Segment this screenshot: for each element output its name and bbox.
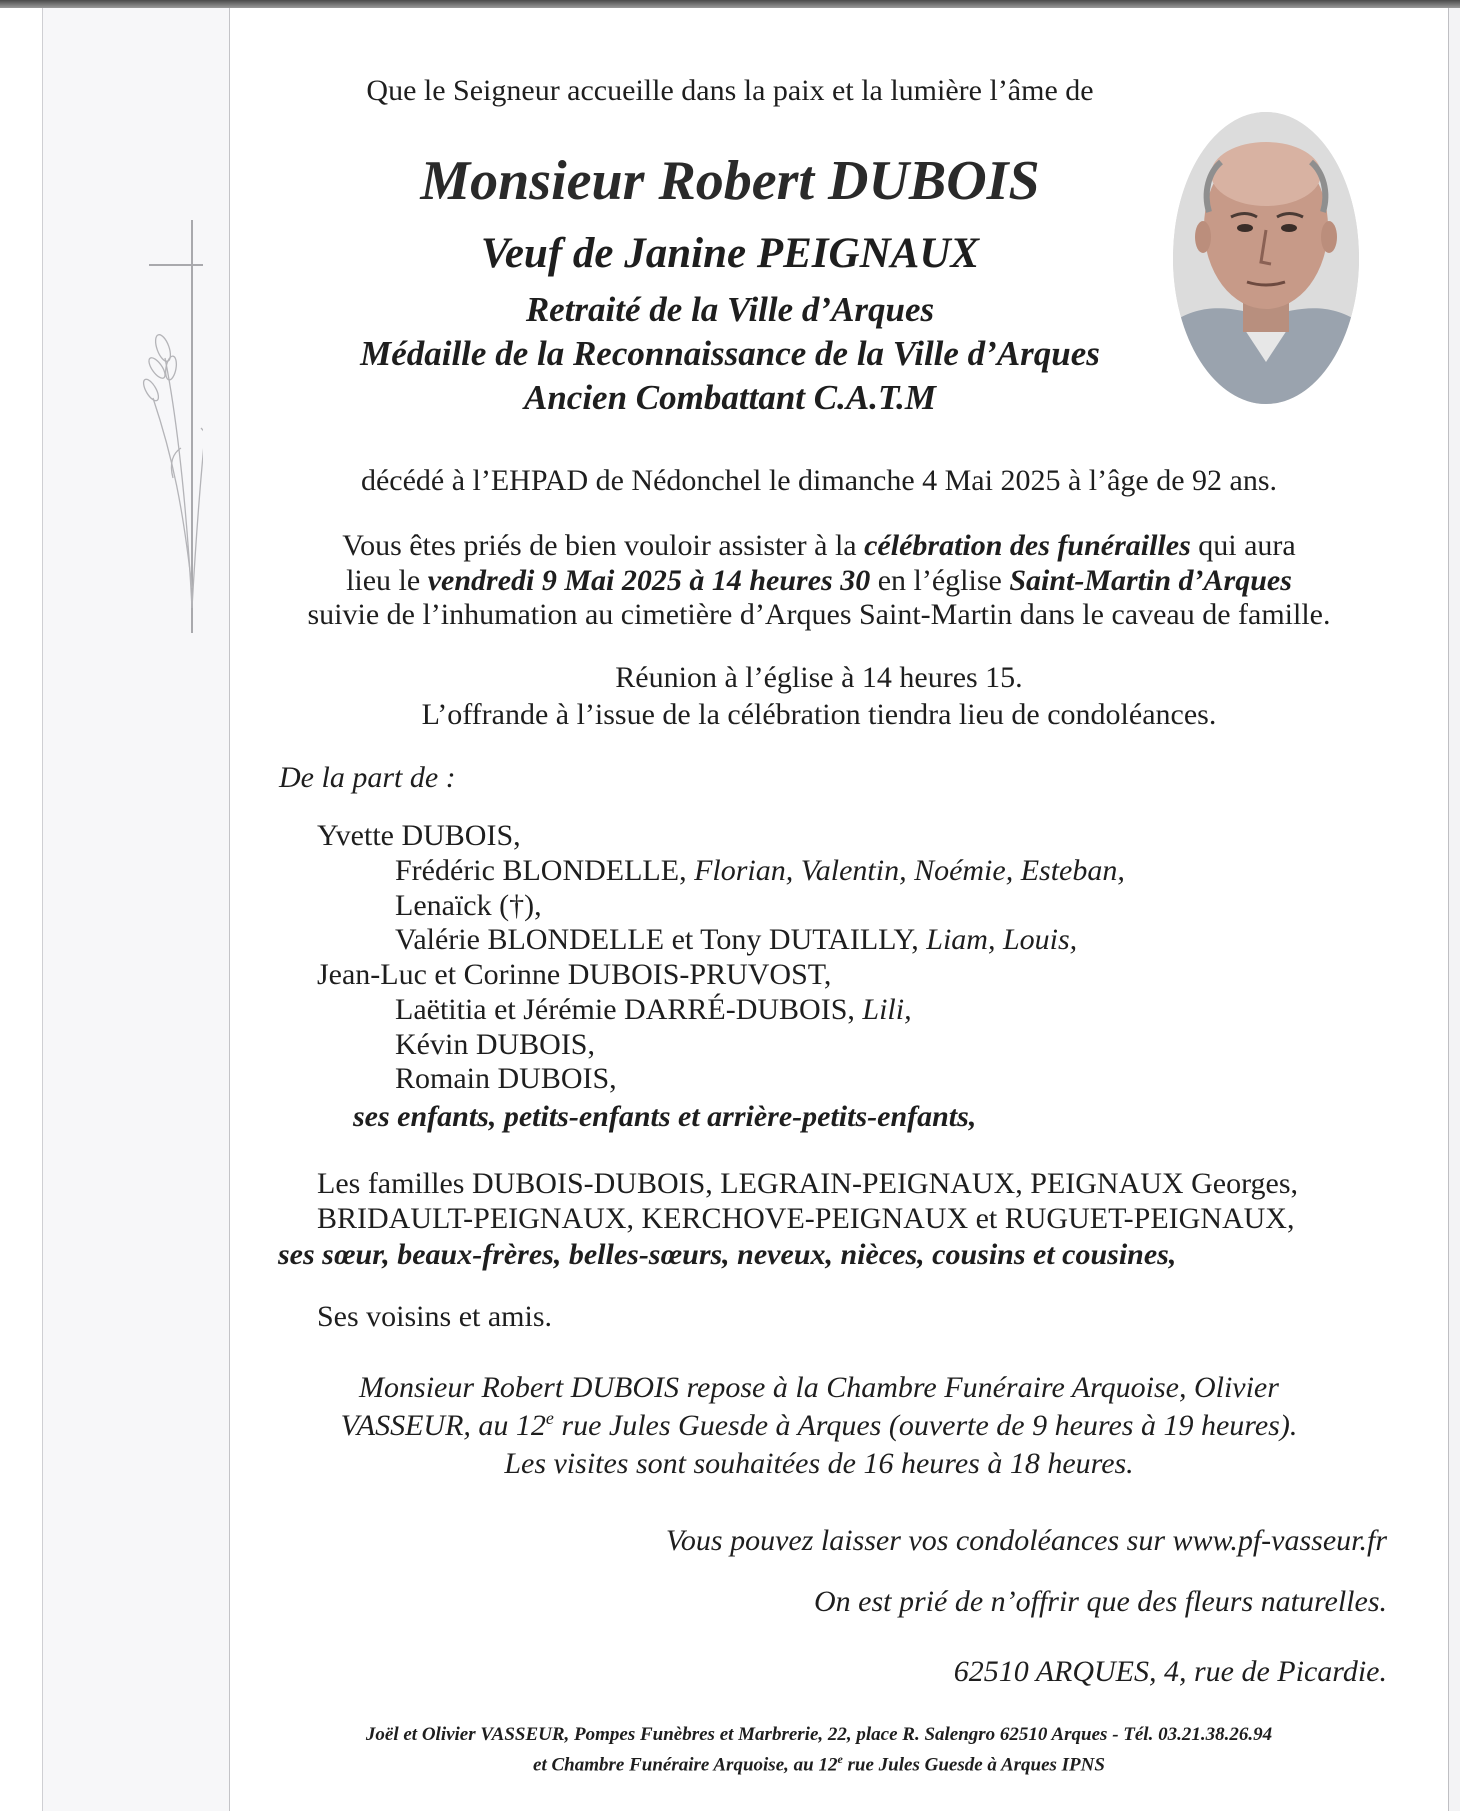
relation-children: ses enfants, petits-enfants et arrière-petits-enfants, bbox=[353, 1100, 977, 1133]
ceremony-line-3: suivie de l’inhumation au cimetière d’Arques Saint-Martin dans le caveau de famille. bbox=[307, 598, 1331, 631]
ceremony-line-1: Vous êtes priés de bien vouloir assister à la célébration des funérailles qui aura bbox=[342, 529, 1296, 562]
families-line-1: Les familles DUBOIS-DUBOIS, LEGRAIN-PEIGNAUX, PEIGNAUX Georges, bbox=[317, 1167, 1299, 1200]
condolences-note: Vous pouvez laisser vos condoléances sur www.pf-vasseur.fr bbox=[665, 1524, 1387, 1557]
ceremony-line-2: lieu le vendredi 9 Mai 2025 à 14 heures 30 en l’église Saint-Martin d’Arques bbox=[346, 564, 1292, 597]
relation-siblings: ses sœur, beaux-frères, belles-sœurs, neveux, nièces, cousins et cousines, bbox=[278, 1238, 1177, 1271]
family-line: Valérie BLONDELLE et Tony DUTAILLY, Liam, Louis, bbox=[395, 923, 1078, 956]
neighbours-line: Ses voisins et amis. bbox=[317, 1300, 553, 1333]
family-line: Frédéric BLONDELLE, Florian, Valentin, Noémie, Esteban, bbox=[395, 854, 1125, 887]
rest-line-3: Les visites sont souhaitées de 16 heures à 18 heures. bbox=[504, 1447, 1134, 1480]
deceased-name: Monsieur Robert DUBOIS bbox=[420, 150, 1040, 212]
flowers-note: On est prié de n’offrir que des fleurs naturelles. bbox=[814, 1585, 1387, 1618]
family-line: Yvette DUBOIS, bbox=[317, 819, 521, 852]
rest-line-2: VASSEUR, au 12e rue Jules Guesde à Arques (ouverte de 9 heures à 19 heures). bbox=[340, 1408, 1298, 1442]
widower-line: Veuf de Janine PEIGNAUX bbox=[480, 230, 980, 277]
meeting-line-2: L’offrande à l’issue de la célébration tiendra lieu de condoléances. bbox=[421, 698, 1217, 731]
title-line-2: Médaille de la Reconnaissance de la Ville d’Arques bbox=[360, 334, 1100, 373]
death-notice: décédé à l’EHPAD de Nédonchel le dimanche 4 Mai 2025 à l’âge de 92 ans. bbox=[360, 464, 1278, 497]
title-line-1: Retraité de la Ville d’Arques bbox=[525, 290, 935, 329]
family-line: Lenaïck (†), bbox=[395, 889, 542, 922]
family-line: Jean-Luc et Corinne DUBOIS-PRUVOST, bbox=[317, 958, 832, 991]
intro-text: Que le Seigneur accueille dans la paix et la lumière l’âme de bbox=[366, 74, 1094, 107]
meeting-line-1: Réunion à l’église à 14 heures 15. bbox=[615, 661, 1023, 694]
from-label: De la part de : bbox=[279, 761, 456, 794]
rest-line-1: Monsieur Robert DUBOIS repose à la Chambre Funéraire Arquoise, Olivier bbox=[359, 1371, 1279, 1404]
family-line: Romain DUBOIS, bbox=[395, 1062, 617, 1095]
title-line-3: Ancien Combattant C.A.T.M bbox=[523, 378, 936, 417]
family-line: Laëtitia et Jérémie DARRÉ-DUBOIS, Lili, bbox=[395, 993, 912, 1026]
family-line: Kévin DUBOIS, bbox=[395, 1028, 595, 1061]
footer-line-2: et Chambre Funéraire Arquoise, au 12e rue Jules Guesde à Arques IPNS bbox=[533, 1752, 1105, 1776]
address-line: 62510 ARQUES, 4, rue de Picardie. bbox=[953, 1655, 1387, 1688]
top-border bbox=[0, 0, 1460, 8]
families-line-2: BRIDAULT-PEIGNAUX, KERCHOVE-PEIGNAUX et RUGUET-PEIGNAUX, bbox=[317, 1202, 1295, 1235]
footer-line-1: Joël et Olivier VASSEUR, Pompes Funèbres et Marbrerie, 22, place R. Salengro 62510 Arques - Tél. 03.21.38.26.94 bbox=[365, 1724, 1273, 1745]
